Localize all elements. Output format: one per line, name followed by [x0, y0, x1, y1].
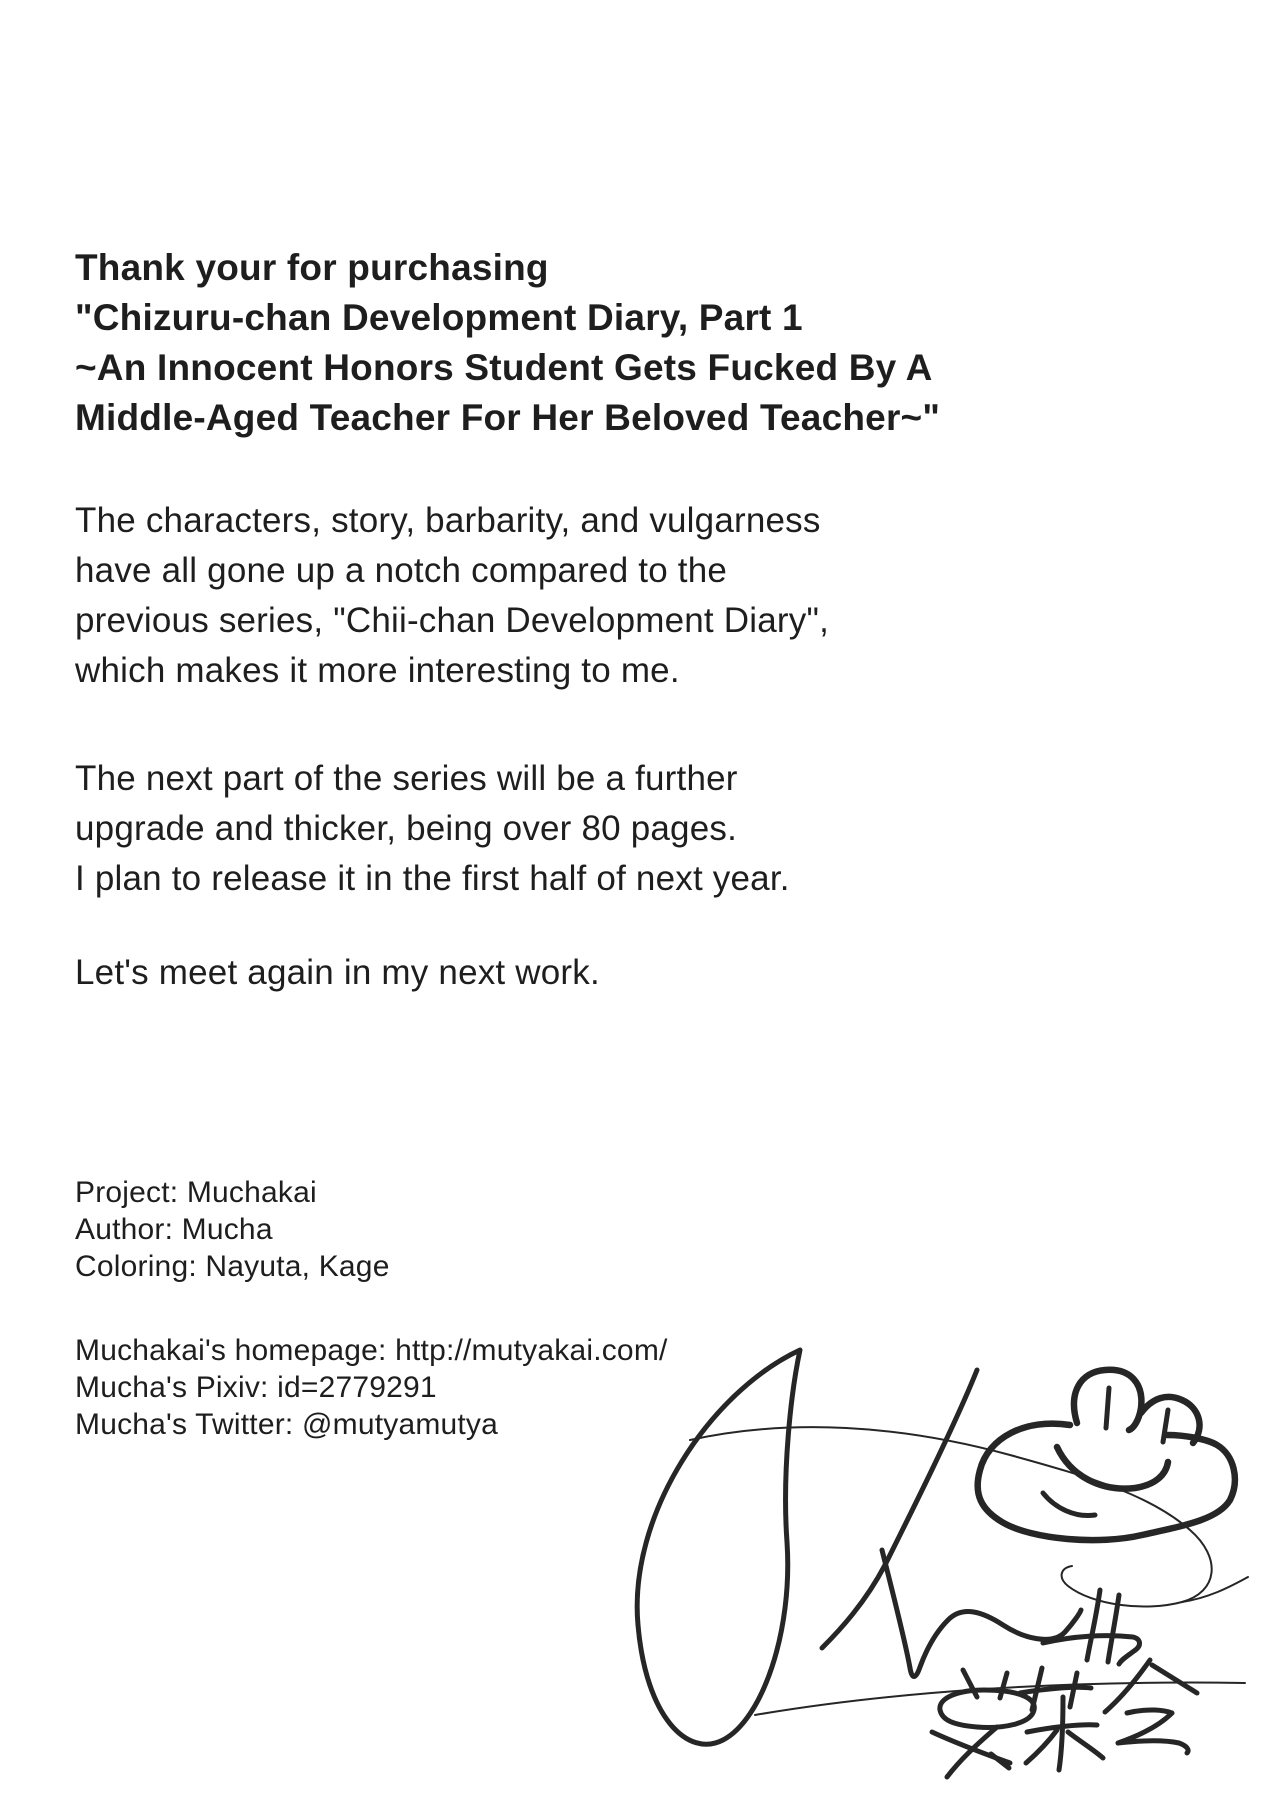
credit-author: Author: Mucha [75, 1213, 273, 1246]
paragraph-line: which makes it more interesting to me. [75, 651, 680, 690]
signature-thin-sweep [690, 1427, 1248, 1606]
paragraph-line: have all gone up a notch compared to the [75, 551, 728, 590]
signature-kanji-cha [1020, 1668, 1103, 1770]
paragraph-line: Let's meet again in my next work. [75, 953, 600, 992]
paragraph-line: The characters, story, barbarity, and vulgarness [75, 501, 821, 540]
credits-list [75, 1174, 390, 1285]
pixiv-id-text: Mucha's Pixiv: id=2779291 [75, 1371, 437, 1404]
heading-line: Thank your for purchasing [75, 247, 549, 288]
paragraph-series-comparison [75, 496, 829, 696]
homepage-url-text: Muchakai's homepage: http://mutyakai.com/ [75, 1334, 668, 1367]
paragraph-line: I plan to release it in the first half of next year. [75, 859, 790, 898]
paragraph-line: previous series, "Chii-chan Development Diary", [75, 601, 829, 640]
frog-face-doodle [978, 1370, 1235, 1540]
credit-coloring: Coloring: Nayuta, Kage [75, 1250, 390, 1283]
thank-you-heading [75, 243, 940, 443]
contact-links [75, 1332, 668, 1443]
twitter-handle-text: Mucha's Twitter: @mutyamutya [75, 1408, 499, 1441]
signature-kanji-yume [932, 1670, 1034, 1777]
paragraph-line: upgrade and thicker, being over 80 pages. [75, 809, 738, 848]
paragraph-farewell [75, 948, 600, 998]
heading-line: Middle-Aged Teacher For Her Beloved Teacher~" [75, 397, 941, 438]
signature-underline [755, 1683, 1245, 1715]
signature-slash-stroke [822, 1370, 977, 1648]
heading-line: ~An Innocent Honors Student Gets Fucked By A [75, 347, 933, 388]
heading-line: "Chizuru-chan Development Diary, Part 1 [75, 297, 803, 338]
paragraph-line: The next part of the series will be a further [75, 759, 738, 798]
paragraph-next-release [75, 754, 790, 904]
signature-kanji-kai [1105, 1660, 1197, 1753]
credit-project: Project: Muchakai [75, 1176, 317, 1209]
signature-v-zigzag [882, 1550, 1140, 1677]
